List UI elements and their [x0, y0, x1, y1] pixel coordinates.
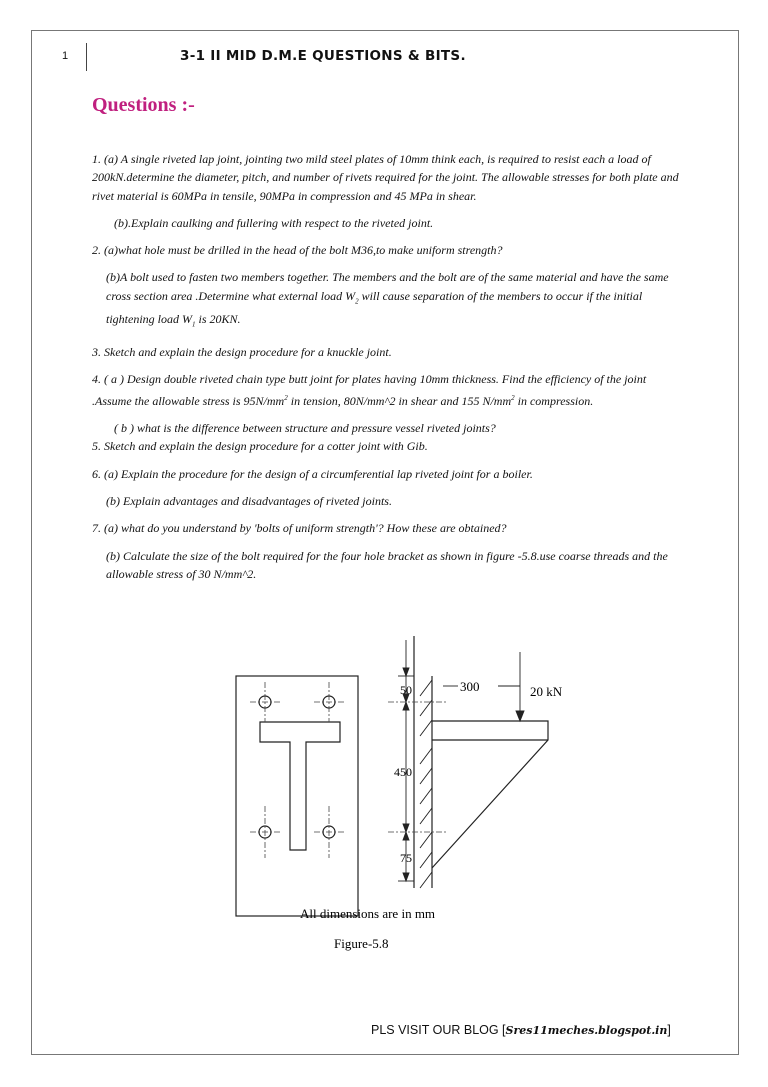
bracket-arm [432, 721, 548, 868]
dimension-300: 300 [460, 679, 480, 694]
dimension-75: 75 [400, 851, 412, 865]
question-3: 3. Sketch and explain the design procedure for a knuckle joint. [92, 345, 392, 360]
dimension-50: 50 [400, 683, 412, 697]
footer: PLS VISIT OUR BLOG [Sres11meches.blogspot.in] [371, 1023, 671, 1037]
question-6a: 6. (a) Explain the procedure for the design of a circumferential lap riveted joint for a boiler. [92, 466, 533, 481]
blog-link[interactable]: Sres11meches.blogspot.in [505, 1024, 668, 1037]
bracket-plate-view [236, 676, 358, 916]
question-7a: 7. (a) what do you understand by 'bolts of uniform strength'? How these are obtained? [92, 521, 507, 536]
questions-body [92, 150, 682, 592]
question-1a: 1. (a) A single riveted lap joint, jointing two mild steel plates of 10mm think each, is required to resist each a load of 200kN.determine the diameter, pitch, and number of rivets required for the joint. The allowable stresses for both plate and rivet material is 60MPa in tensile, 90MPa in compression and 45 MPa in shear. [92, 152, 679, 203]
page-title: 3-1 II MID D.M.E QUESTIONS & BITS. [180, 48, 466, 64]
question-2a: 2. (a)what hole must be drilled in the head of the bolt M36,to make uniform strength? [92, 243, 503, 258]
question-6b: (b) Explain advantages and disadvantages of riveted joints. [106, 493, 392, 508]
figure-caption: Figure-5.8 [334, 936, 389, 951]
question-5: 5. Sketch and explain the design procedure for a cotter joint with Gib. [92, 439, 428, 454]
question-1b: (b).Explain caulking and fullering with respect to the riveted joint. [114, 215, 434, 230]
question-4b: ( b ) what is the difference between structure and pressure vessel riveted joints? [114, 421, 496, 436]
base-plate [236, 676, 358, 916]
dimension-450: 450 [394, 765, 412, 779]
section-heading: Questions :- [92, 94, 195, 116]
dimensions-note: All dimensions are in mm [300, 906, 436, 921]
wall-hatching [420, 680, 432, 888]
t-section [260, 722, 340, 850]
bracket-side-view [414, 636, 548, 888]
question-4a: 4. ( a ) Design double riveted chain type butt joint for plates having 10mm thickness. Find the efficiency of the joint .Assume the allowable stress is $95N/mm^2$ in tension, 80N/mm^2 in shear and 155 $N/mm^2$ in compression. [92, 372, 647, 408]
dimension-lines [398, 640, 524, 881]
question-7b: (b) Calculate the size of the bolt required for the four hole bracket as shown in figure -5.8.use coarse threads and the allowable stress of 30 N/mm^2. [106, 548, 668, 581]
question-2b: (b)A bolt used to fasten two members together. The members and the bolt are of the same material and have the same cross section area .Determine what external load $W_2$ will cause separation of the members to occur if the initial tightening load $W_1$ is 20KN. [106, 270, 669, 329]
bracket-figure [228, 636, 588, 966]
page-number: 1 [62, 50, 69, 62]
header-divider [86, 43, 87, 71]
load-label: 20 kN [530, 684, 563, 699]
